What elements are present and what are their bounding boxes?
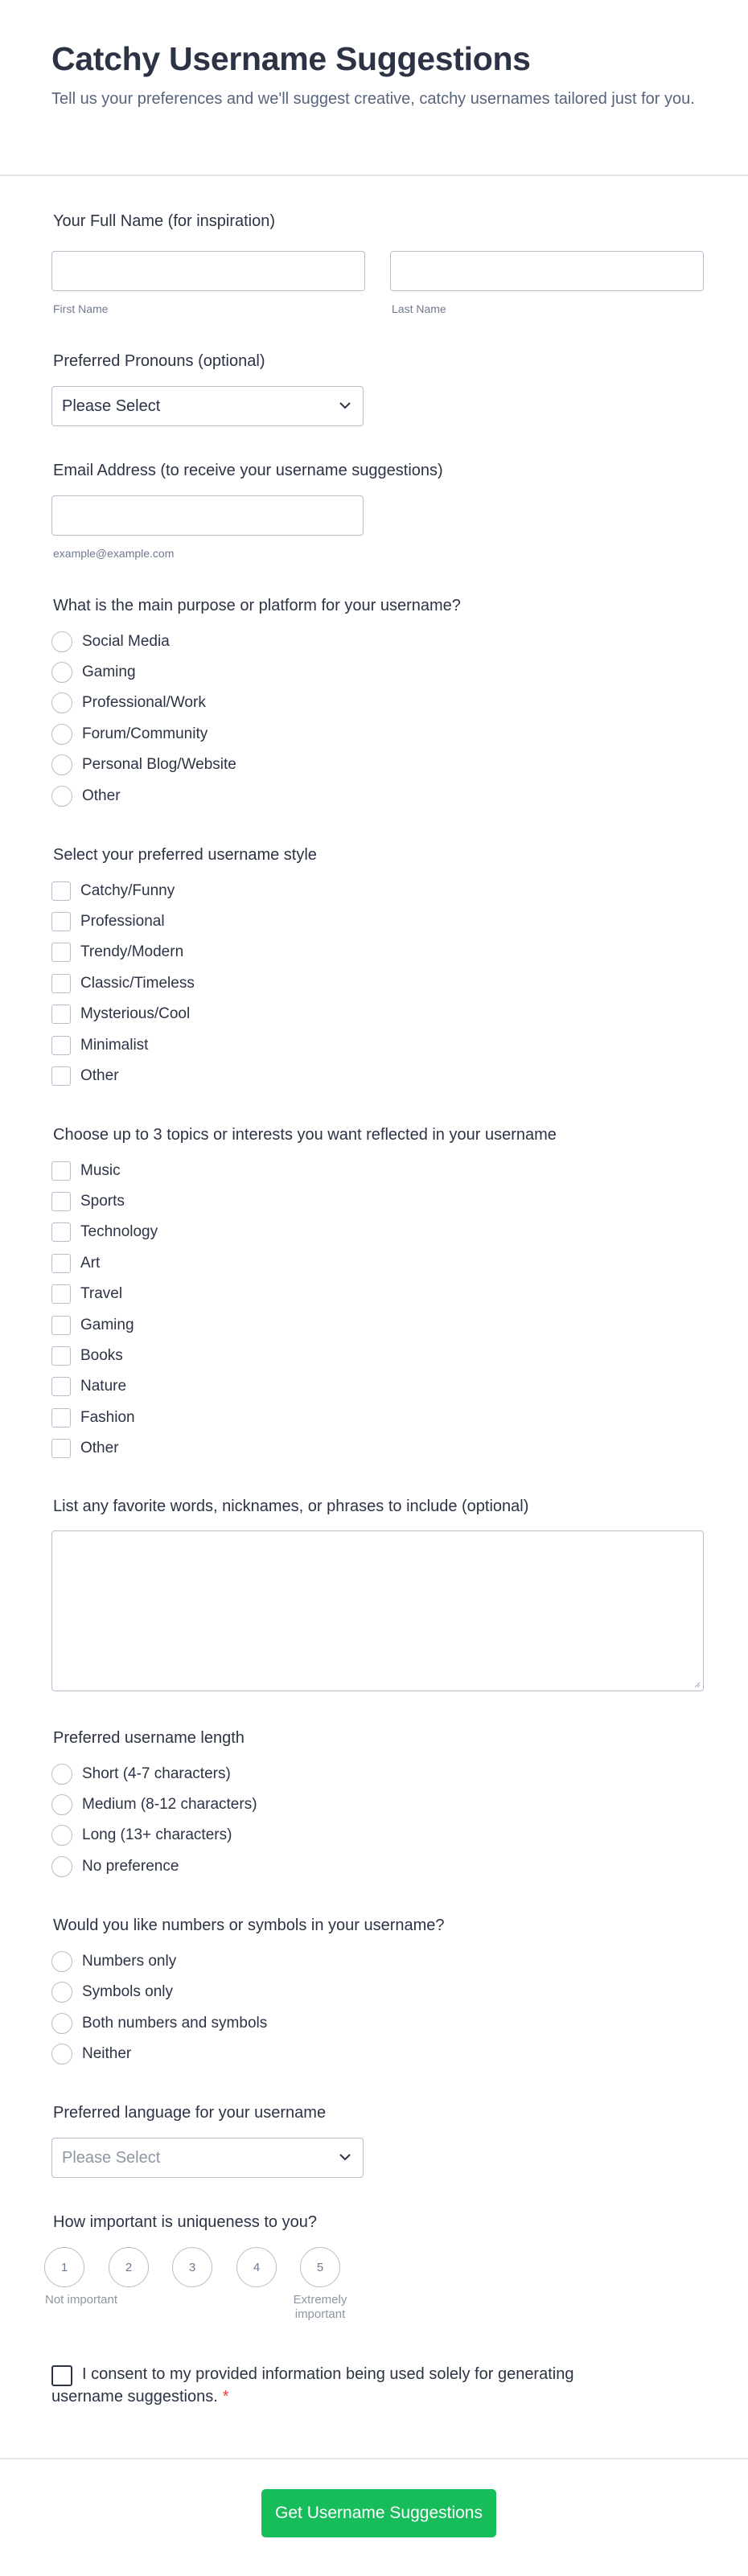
checkbox[interactable]: [51, 1005, 71, 1024]
checkbox[interactable]: [51, 943, 71, 962]
topic-option[interactable]: Gaming: [51, 1314, 134, 1337]
numbers-symbols-option[interactable]: Numbers only: [51, 1950, 176, 1973]
scale-max-label: Extremely important: [293, 2293, 347, 2321]
numbers-symbols-option[interactable]: Neither: [51, 2043, 131, 2065]
radio-button[interactable]: [51, 786, 72, 807]
radio-button[interactable]: [51, 2013, 72, 2034]
checkbox[interactable]: [51, 1254, 71, 1273]
radio-button[interactable]: [51, 1951, 72, 1972]
checkbox[interactable]: [51, 1316, 71, 1335]
checkbox[interactable]: [51, 1377, 71, 1396]
radio-button[interactable]: [51, 692, 72, 713]
topic-option[interactable]: Technology: [51, 1221, 158, 1243]
style-option[interactable]: Mysterious/Cool: [51, 1003, 190, 1025]
style-option[interactable]: Trendy/Modern: [51, 941, 183, 963]
email-label: Email Address (to receive your username suggestions): [53, 462, 443, 479]
checkbox[interactable]: [51, 1408, 71, 1428]
length-option[interactable]: No preference: [51, 1855, 179, 1878]
chevron-down-icon: [339, 2152, 351, 2162]
radio-button[interactable]: [51, 1794, 72, 1815]
scale-option-2[interactable]: 2: [109, 2247, 149, 2287]
favorites-textarea[interactable]: [51, 1530, 704, 1691]
consent-field[interactable]: [51, 2363, 631, 2408]
length-label: Preferred username length: [53, 1729, 245, 1747]
radio-button[interactable]: [51, 631, 72, 652]
numbers-symbols-label: Would you like numbers or symbols in your username?: [53, 1917, 445, 1934]
form-subtitle: Tell us your preferences and we'll suggest creative, catchy usernames tailored just for you.: [51, 90, 695, 108]
checkbox[interactable]: [51, 1439, 71, 1458]
last-name-sublabel: Last Name: [392, 302, 446, 315]
topic-option[interactable]: Travel: [51, 1283, 122, 1305]
length-option[interactable]: Short (4-7 characters): [51, 1763, 231, 1785]
first-name-sublabel: First Name: [53, 302, 109, 315]
form-header: [0, 0, 748, 176]
pronouns-select-value: Please Select: [62, 397, 161, 415]
pronouns-select[interactable]: [51, 386, 364, 426]
scale-option-5[interactable]: 5: [300, 2247, 340, 2287]
chevron-down-icon: [339, 401, 351, 410]
style-label: Select your preferred username style: [53, 846, 317, 864]
checkbox[interactable]: [51, 1036, 71, 1055]
topic-option[interactable]: Books: [51, 1345, 123, 1367]
required-marker: *: [222, 2388, 229, 2405]
topic-option[interactable]: Sports: [51, 1190, 125, 1213]
email-input[interactable]: [51, 495, 364, 536]
checkbox[interactable]: [51, 1346, 71, 1366]
topic-option[interactable]: Nature: [51, 1375, 126, 1398]
purpose-label: What is the main purpose or platform for your username?: [53, 597, 461, 614]
radio-button[interactable]: [51, 754, 72, 775]
checkbox[interactable]: [51, 1284, 71, 1304]
style-option[interactable]: Catchy/Funny: [51, 880, 175, 902]
scale-option-3[interactable]: 3: [172, 2247, 212, 2287]
checkbox[interactable]: [51, 1192, 71, 1211]
scale-option-4[interactable]: 4: [236, 2247, 277, 2287]
uniqueness-label: How important is uniqueness to you?: [53, 2213, 317, 2231]
numbers-symbols-option[interactable]: Both numbers and symbols: [51, 2012, 267, 2035]
checkbox[interactable]: [51, 881, 71, 901]
purpose-option[interactable]: Personal Blog/Website: [51, 754, 236, 776]
checkbox[interactable]: [51, 912, 71, 931]
consent-text: I consent to my provided information being used solely for generating username suggestions. *: [51, 2365, 574, 2405]
purpose-option[interactable]: Other: [51, 785, 121, 807]
submit-button[interactable]: Get Username Suggestions: [261, 2489, 496, 2537]
radio-button[interactable]: [51, 1764, 72, 1785]
favorites-label: List any favorite words, nicknames, or phrases to include (optional): [53, 1498, 529, 1515]
radio-button[interactable]: [51, 662, 72, 683]
checkbox[interactable]: [51, 1066, 71, 1086]
length-option[interactable]: Long (13+ characters): [51, 1824, 232, 1847]
style-option[interactable]: Other: [51, 1065, 119, 1087]
topic-option[interactable]: Music: [51, 1160, 121, 1182]
last-name-input[interactable]: [390, 251, 704, 291]
first-name-input[interactable]: [51, 251, 365, 291]
style-option[interactable]: Minimalist: [51, 1034, 148, 1057]
language-select-value: Please Select: [62, 2149, 161, 2167]
topic-option[interactable]: Other: [51, 1437, 119, 1460]
language-label: Preferred language for your username: [53, 2104, 327, 2122]
scale-option-1[interactable]: 1: [44, 2247, 84, 2287]
pronouns-label: Preferred Pronouns (optional): [53, 352, 265, 370]
consent-checkbox[interactable]: [51, 2365, 72, 2386]
numbers-symbols-option[interactable]: Symbols only: [51, 1981, 173, 2003]
form-title: Catchy Username Suggestions: [51, 40, 531, 77]
language-select[interactable]: [51, 2138, 364, 2178]
checkbox[interactable]: [51, 974, 71, 993]
purpose-option[interactable]: Gaming: [51, 661, 136, 684]
checkbox[interactable]: [51, 1222, 71, 1242]
style-option[interactable]: Professional: [51, 910, 165, 933]
topic-option[interactable]: Art: [51, 1252, 100, 1275]
full-name-label: Your Full Name (for inspiration): [53, 212, 276, 230]
resize-grip-icon[interactable]: [693, 1680, 701, 1688]
purpose-option[interactable]: Professional/Work: [51, 692, 206, 714]
radio-button[interactable]: [51, 1825, 72, 1846]
topics-label: Choose up to 3 topics or interests you want reflected in your username: [53, 1126, 557, 1144]
radio-button[interactable]: [51, 1856, 72, 1877]
checkbox[interactable]: [51, 1161, 71, 1181]
style-option[interactable]: Classic/Timeless: [51, 972, 195, 995]
length-option[interactable]: Medium (8-12 characters): [51, 1793, 257, 1816]
topic-option[interactable]: Fashion: [51, 1407, 135, 1429]
purpose-option[interactable]: Forum/Community: [51, 723, 208, 746]
purpose-option[interactable]: Social Media: [51, 631, 170, 653]
scale-min-label: Not important: [45, 2293, 118, 2307]
radio-button[interactable]: [51, 2044, 72, 2064]
radio-button[interactable]: [51, 1982, 72, 2003]
email-sublabel: example@example.com: [53, 547, 175, 560]
radio-button[interactable]: [51, 724, 72, 745]
